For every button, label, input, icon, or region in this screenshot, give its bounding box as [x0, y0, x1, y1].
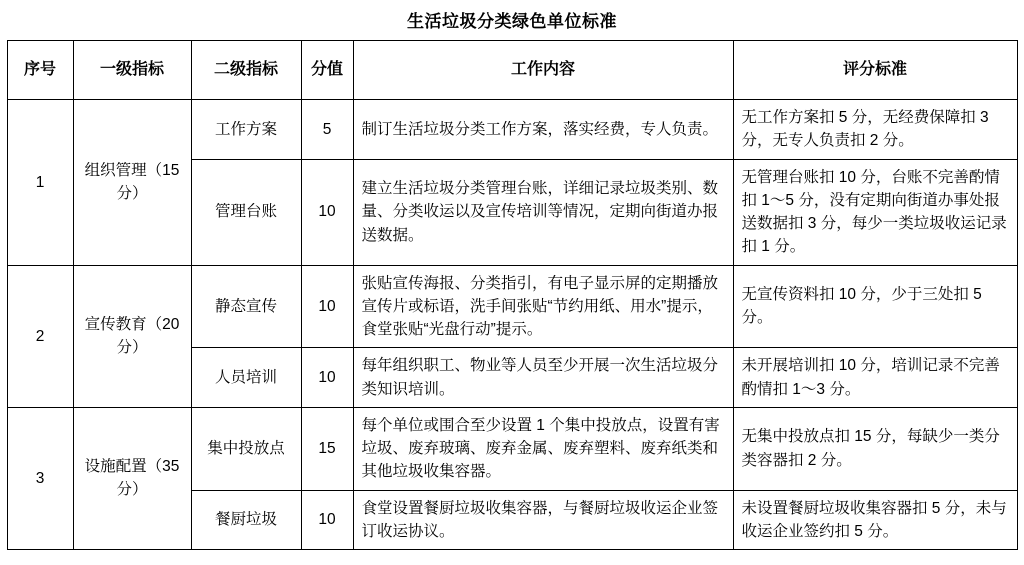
level2-indicator: 管理台账 — [191, 159, 301, 265]
column-header-index: 序号 — [7, 41, 73, 100]
score-value: 10 — [301, 348, 353, 408]
work-content: 每个单位或围合至少设置 1 个集中投放点，设置有害垃圾、废弃玻璃、废弃金属、废弃塑料、废弃纸类和其他垃圾收集容器。 — [353, 407, 733, 490]
score-value: 15 — [301, 407, 353, 490]
column-header-criteria: 评分标准 — [733, 41, 1017, 100]
work-content: 建立生活垃圾分类管理台账，详细记录垃圾类别、数量、分类收运以及宣传培训等情况，定期向街道办报送数据。 — [353, 159, 733, 265]
work-content: 制订生活垃圾分类工作方案，落实经费，专人负责。 — [353, 100, 733, 160]
score-value: 10 — [301, 490, 353, 550]
level1-indicator: 宣传教育（20 分） — [73, 265, 191, 407]
evaluation-criteria: 无集中投放点扣 15 分，每缺少一类分类容器扣 2 分。 — [733, 407, 1017, 490]
level2-indicator: 集中投放点 — [191, 407, 301, 490]
column-header-work: 工作内容 — [353, 41, 733, 100]
score-value: 10 — [301, 159, 353, 265]
evaluation-criteria: 未开展培训扣 10 分，培训记录不完善酌情扣 1～3 分。 — [733, 348, 1017, 408]
evaluation-criteria: 未设置餐厨垃圾收集容器扣 5 分，未与收运企业签约扣 5 分。 — [733, 490, 1017, 550]
column-header-level1: 一级指标 — [73, 41, 191, 100]
evaluation-criteria: 无工作方案扣 5 分，无经费保障扣 3 分，无专人负责扣 2 分。 — [733, 100, 1017, 160]
work-content: 张贴宣传海报、分类指引，有电子显示屏的定期播放宣传片或标语，洗手间张贴“节约用纸、用水”提示，食堂张贴“光盘行动”提示。 — [353, 265, 733, 348]
table-row — [7, 407, 1017, 490]
column-header-score: 分值 — [301, 41, 353, 100]
table-row — [7, 265, 1017, 348]
score-value: 10 — [301, 265, 353, 348]
page-title: 生活垃圾分类绿色单位标准 — [407, 12, 617, 31]
level1-indicator: 组织管理（15 分） — [73, 100, 191, 266]
level2-indicator: 工作方案 — [191, 100, 301, 160]
table-body — [7, 100, 1017, 550]
level2-indicator: 餐厨垃圾 — [191, 490, 301, 550]
level2-indicator: 静态宣传 — [191, 265, 301, 348]
level1-indicator: 设施配置（35 分） — [73, 407, 191, 549]
table-header-row — [7, 41, 1017, 100]
score-value: 5 — [301, 100, 353, 160]
level2-indicator: 人员培训 — [191, 348, 301, 408]
row-index: 1 — [7, 100, 73, 266]
row-index: 2 — [7, 265, 73, 407]
work-content: 食堂设置餐厨垃圾收集容器，与餐厨垃圾收运企业签订收运协议。 — [353, 490, 733, 550]
standards-table — [7, 40, 1018, 550]
evaluation-criteria: 无管理台账扣 10 分，台账不完善酌情扣 1～5 分，没有定期向街道办事处报送数据扣 3 分，每少一类垃圾收运记录扣 1 分。 — [733, 159, 1017, 265]
evaluation-criteria: 无宣传资料扣 10 分，少于三处扣 5 分。 — [733, 265, 1017, 348]
table-row — [7, 100, 1017, 160]
work-content: 每年组织职工、物业等人员至少开展一次生活垃圾分类知识培训。 — [353, 348, 733, 408]
table-header — [7, 41, 1017, 100]
row-index: 3 — [7, 407, 73, 549]
column-header-level2: 二级指标 — [191, 41, 301, 100]
